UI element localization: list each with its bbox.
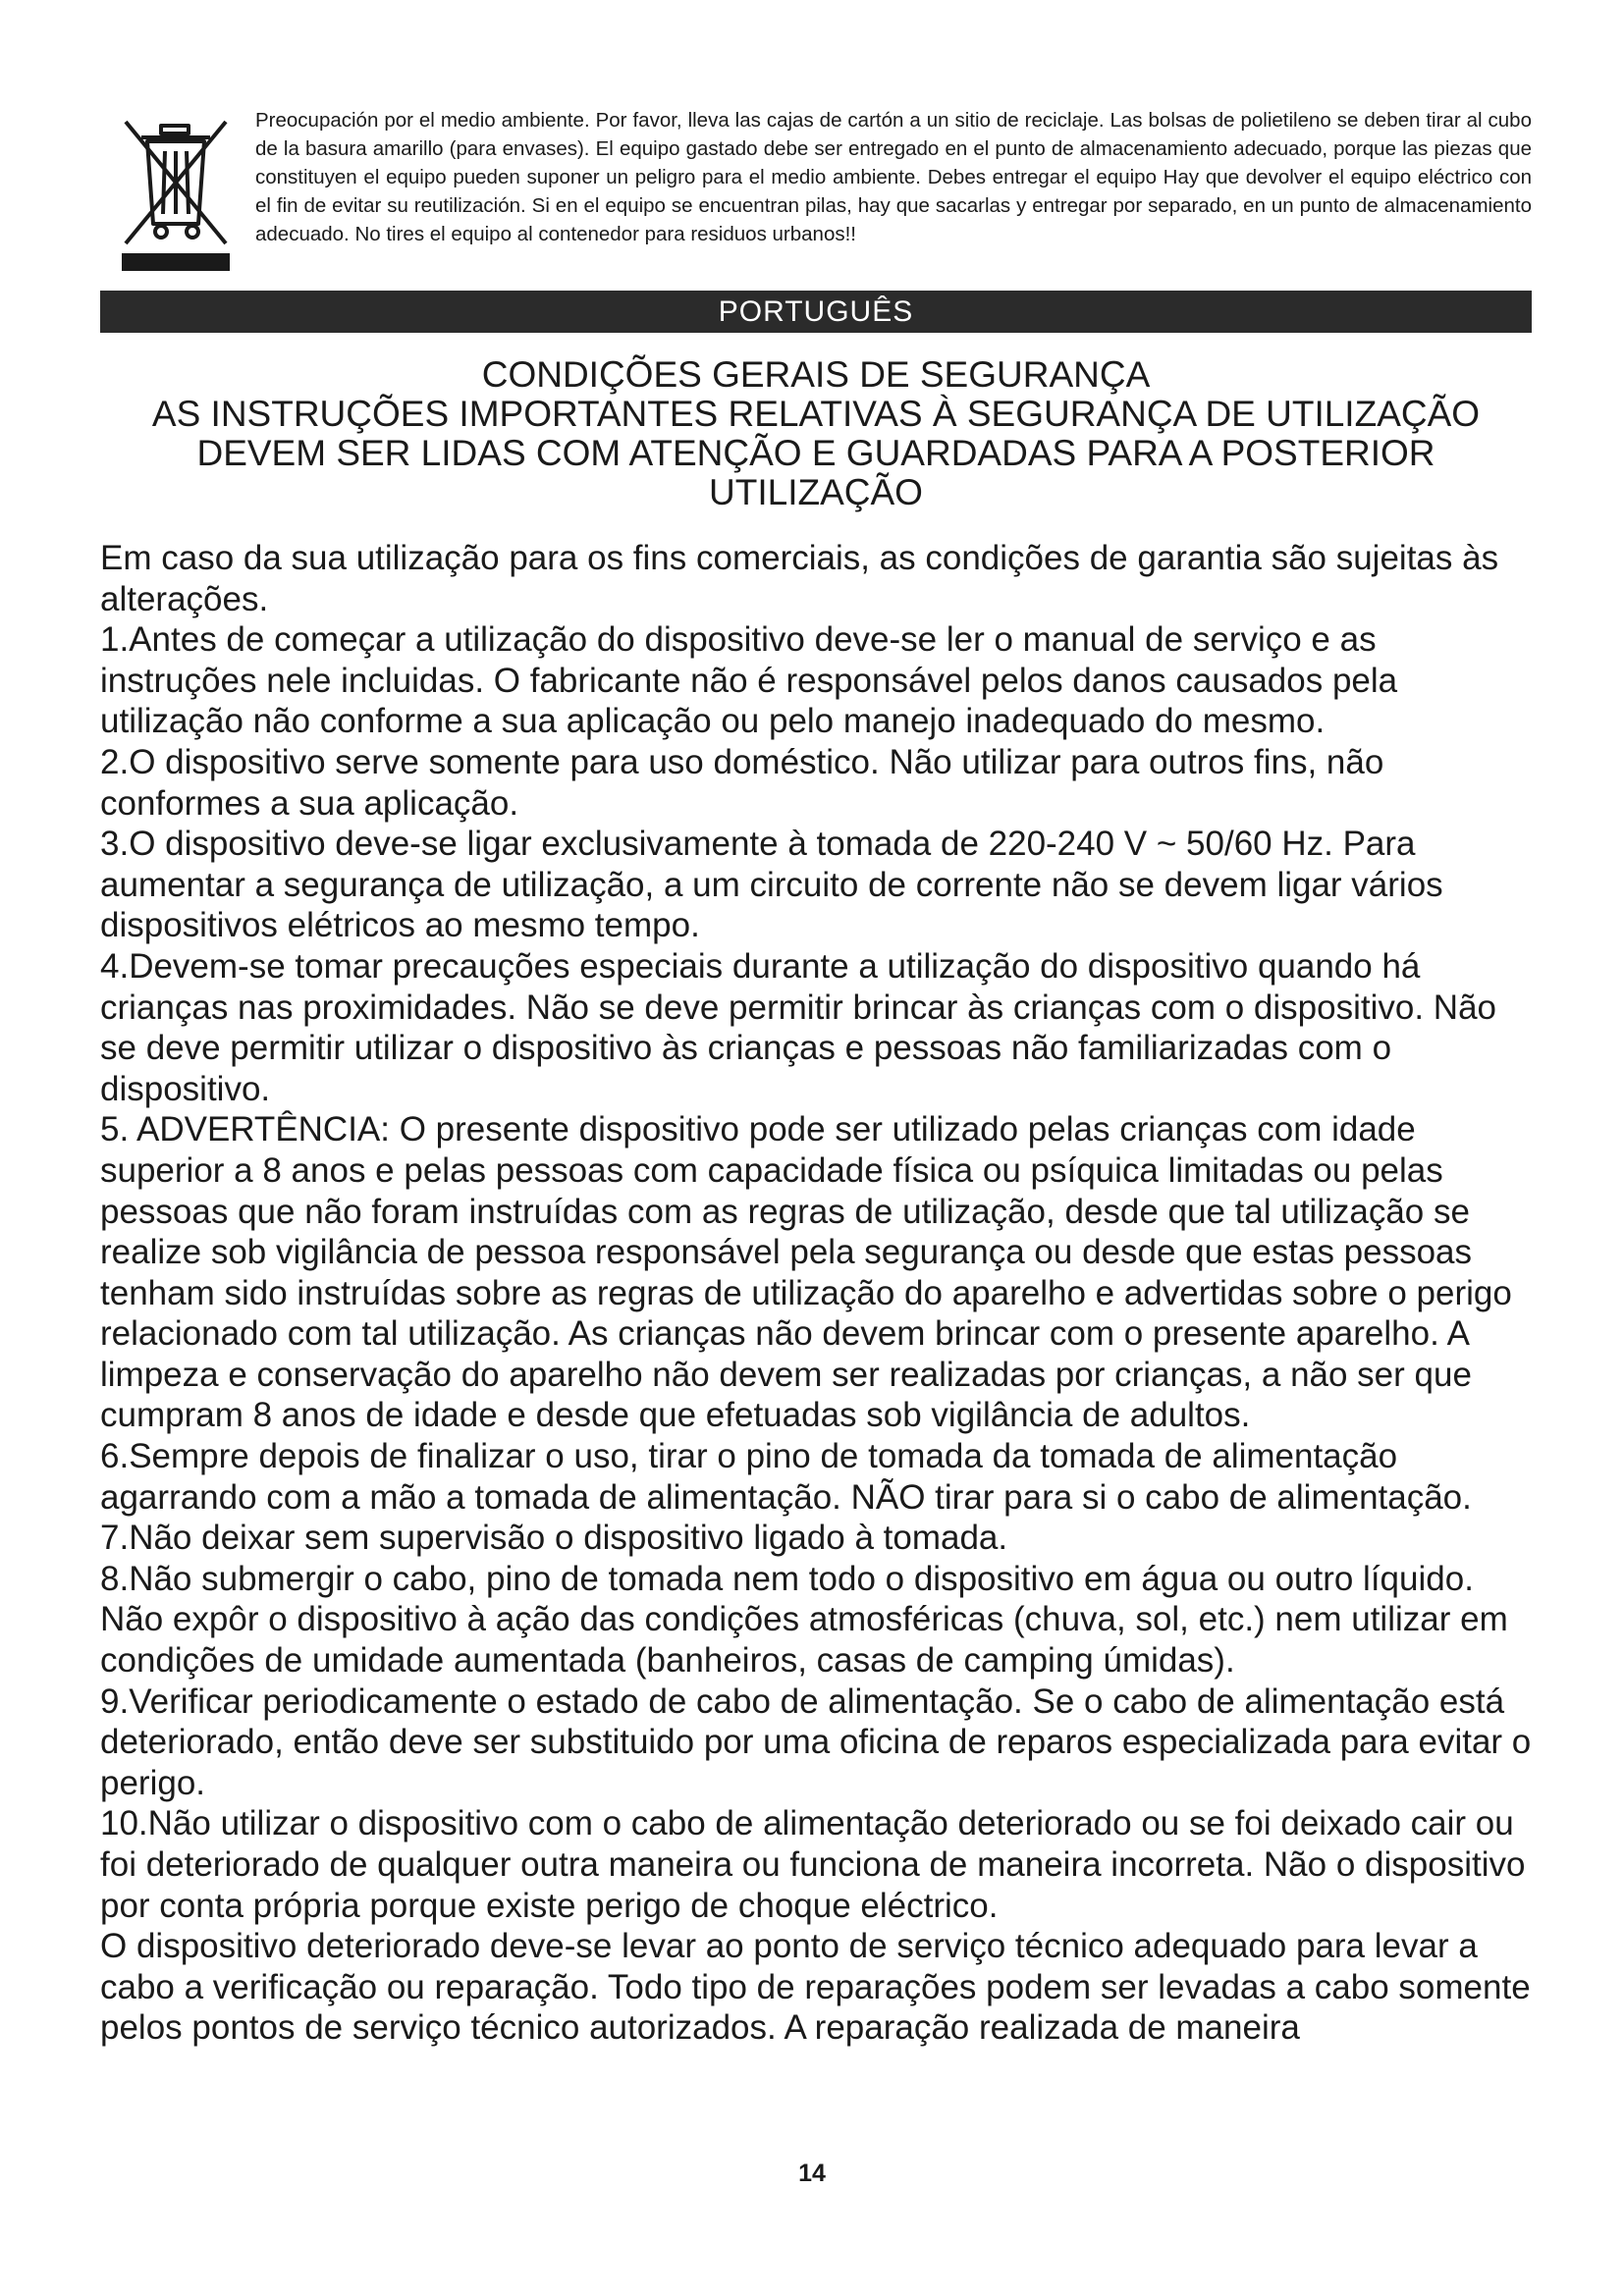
- instruction-8: 8.Não submergir o cabo, pino de tomada nem todo o dispositivo em água ou outro líquido. Não expôr o dispositivo à ação das condições atmosféricas (chuva, sol, etc.) nem utilizar em condições de umidade aumentada (banheiros, casas de camping úmidas).: [100, 1559, 1508, 1681]
- crossed-out-wheelie-bin-icon: [118, 118, 234, 273]
- instruction-1: 1.Antes de começar a utilização do dispositivo deve-se ler o manual de serviço e as instruções nele incluidas. O fabricante não é responsável pelos danos causados pela utilização não conforme a sua aplicação ou pelo manejo inadequado do mesmo.: [100, 620, 1398, 741]
- safety-instructions: [100, 538, 1532, 2049]
- instruction-3: 3.O dispositivo deve-se ligar exclusivamente à tomada de 220-240 V ~ 50/60 Hz. Para aumentar a segurança de utilização, a um circuito de corrente não se devem ligar vários dispositivos elétricos ao mesmo tempo.: [100, 825, 1443, 945]
- repair-paragraph: O dispositivo deteriorado deve-se levar ao ponto de serviço técnico adequado para levar a cabo a verificação ou reparação. Todo tipo de reparações podem ser levadas a cabo somente pelos pontos de serviço técnico autorizados. A reparação realizada de maneira: [100, 1927, 1531, 2048]
- heading-line: CONDIÇÕES GERAIS DE SEGURANÇA: [481, 354, 1151, 395]
- paragraph-intro: Em caso da sua utilização para os fins comerciais, as condições de garantia são sujeitas às alterações.: [100, 539, 1499, 618]
- instruction-6: 6.Sempre depois de finalizar o uso, tirar o pino de tomada da tomada de alimentação agarrando com a mão a tomada de alimentação. NÃO tirar para si o cabo de alimentação.: [100, 1437, 1472, 1517]
- instruction-9: 9.Verificar periodicamente o estado de cabo de alimentação. Se o cabo de alimentação está deteriorado, então deve ser substituido por uma oficina de reparos especializada para evitar o perigo.: [100, 1682, 1532, 1802]
- environment-notice-text: Preocupación por el medio ambiente. Por favor, lleva las cajas de cartón a un sitio de reciclaje. Las bolsas de polietileno se deben tirar al cubo de la basura amarillo (para envases). El equipo gastado debe ser entregado en el punto de almacenamiento adecuado, porque las piezas que constituyen el equipo pueden suponer un peligro para el medio ambiente. Debes entregar el equipo Hay que devolver el equipo eléctrico con el fin de evitar su reutilización. Si en el equipo se encuentran pilas, hay que sacarlas y entregar por separado, en un punto de almacenamiento adecuado. No tires el equipo al contenedor para residuos urbanos!!: [255, 109, 1532, 245]
- language-section-bar: PORTUGUÊS: [100, 291, 1532, 333]
- instruction-2: 2.O dispositivo serve somente para uso doméstico. Não utilizar para outros fins, não conformes a sua aplicação.: [100, 742, 1384, 823]
- environment-notice: [118, 106, 1532, 273]
- instruction-10: 10.Não utilizar o dispositivo com o cabo de alimentação deteriorado ou se foi deixado cair ou foi deteriorado de qualquer outra maneira ou funciona de maneira incorreta. Não o dispositivo por conta própria porque existe perigo de choque eléctrico.: [100, 1804, 1526, 1925]
- safety-heading: [100, 355, 1532, 512]
- page-number: 14: [798, 2160, 826, 2187]
- heading-line: UTILIZAÇÃO: [709, 472, 923, 512]
- instruction-4: 4.Devem-se tomar precauções especiais durante a utilização do dispositivo quando há crianças nas proximidades. Não se deve permitir brincar às crianças com o dispositivo. Não se deve permitir utilizar o dispositivo às crianças e pessoas não familiarizadas com o dispositivo.: [100, 946, 1496, 1108]
- instruction-7: 7.Não deixar sem supervisão o dispositivo ligado à tomada.: [100, 1519, 1008, 1558]
- instruction-5-warning: 5. ADVERTÊNCIA: O presente dispositivo pode ser utilizado pelas crianças com idade superior a 8 anos e pelas pessoas com capacidade física ou psíquica limitadas ou pelas pessoas que não foram instruídas com as regras de utilização, desde que tal utilização se realize sob vigilância de pessoa responsável pela segurança ou desde que estas pessoas tenham sido instruídas sobre as regras de utilização do aparelho e advertidas sobre o perigo relacionado com tal utilização. As crianças não devem brincar com o presente aparelho. A limpeza e conservação do aparelho não devem ser realizadas por crianças, a não ser que cumpram 8 anos de idade e desde que efetuadas sob vigilância de adultos.: [100, 1110, 1512, 1435]
- heading-line: DEVEM SER LIDAS COM ATENÇÃO E GUARDADAS PARA A POSTERIOR: [196, 433, 1435, 473]
- heading-line: AS INSTRUÇÕES IMPORTANTES RELATIVAS À SEGURANÇA DE UTILIZAÇÃO: [151, 394, 1481, 434]
